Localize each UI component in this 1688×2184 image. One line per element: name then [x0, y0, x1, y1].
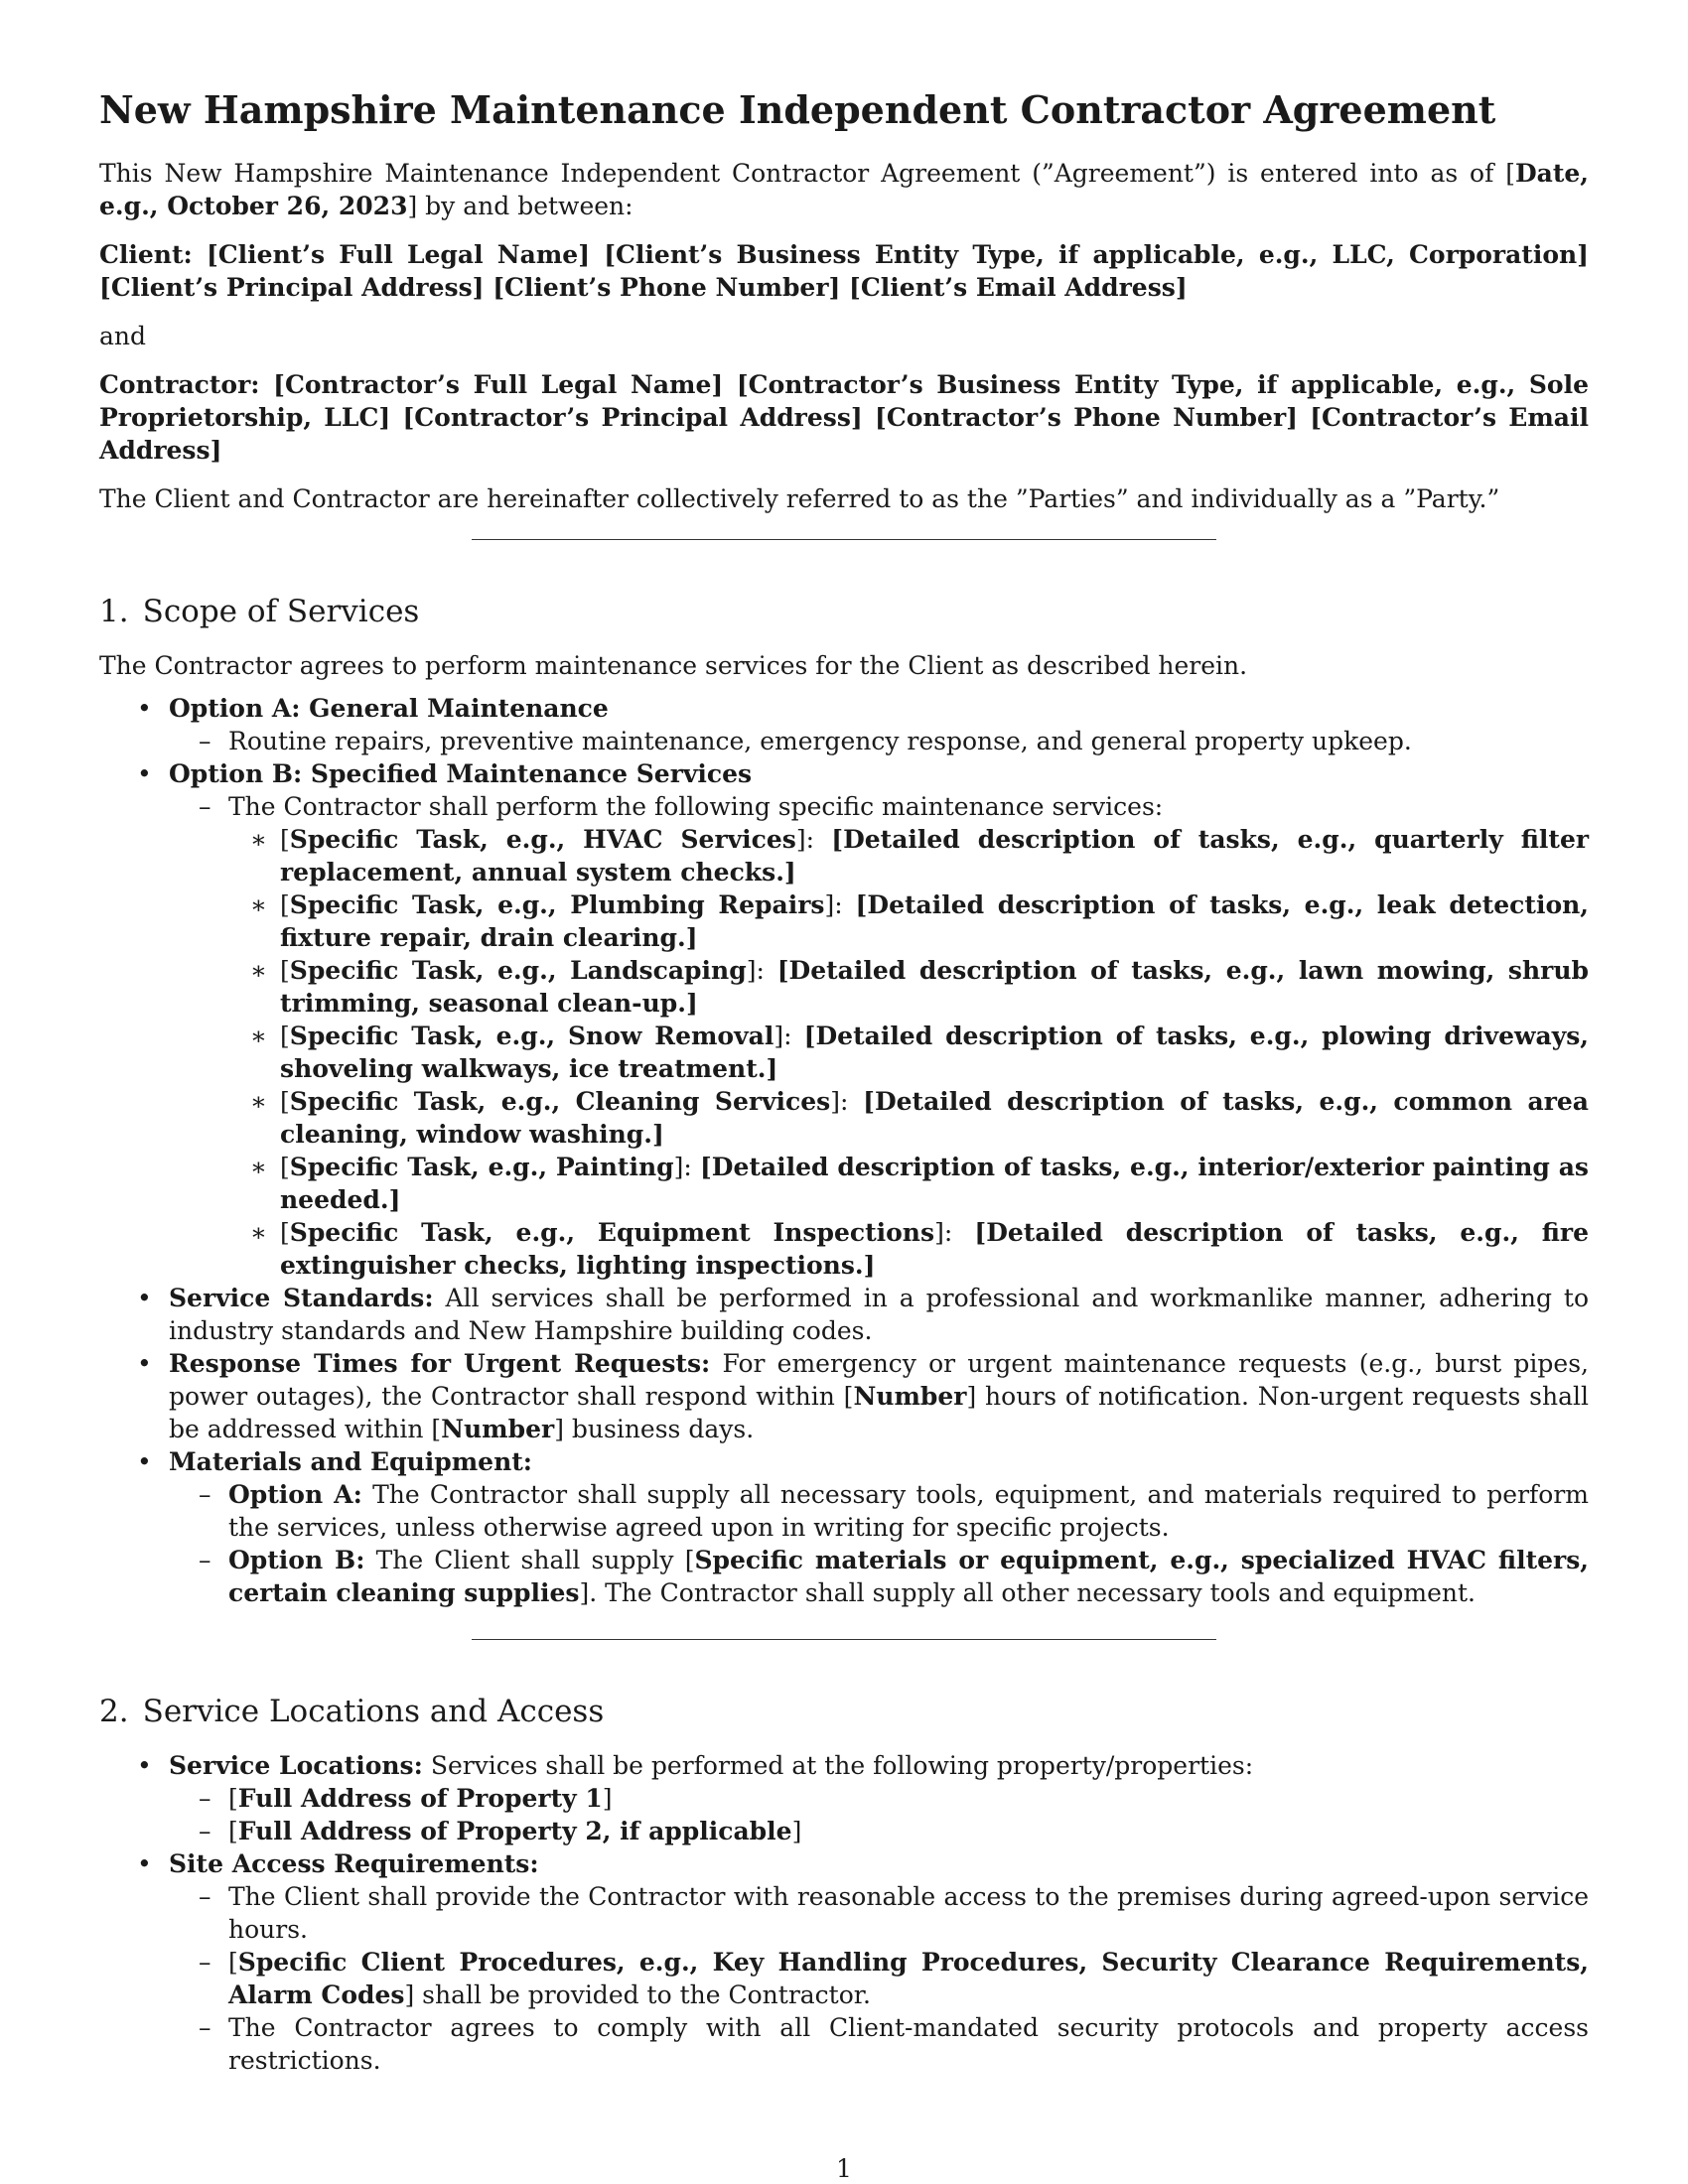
access-item: – [Specific Client Procedures, e.g., Key Handling Procedures, Security Clearance Requirements, Alarm Codes] shall be provided to the Contractor.	[169, 1946, 1589, 2011]
task-name: Specific Task, e.g., Cleaning Services	[289, 1087, 831, 1116]
option-a-label: Option A: General Maintenance	[169, 694, 609, 723]
property-address: Full Address of Property 2, if applicable	[237, 1817, 792, 1845]
list-item	[99, 692, 1589, 757]
task-name: Specific Task, e.g., Snow Removal	[289, 1022, 774, 1050]
site-access-label: Site Access Requirements:	[169, 1849, 539, 1878]
contractor-label: Contractor:	[99, 370, 260, 399]
service-standards-text: All services shall be performed in a professional and workmanlike manner, adhering to industry standards and New Hampshire building codes.	[169, 1284, 1589, 1345]
intro-prefix: This New Hampshire Maintenance Independent Contractor Agreement (”Agreement”) is entered into as of [	[99, 159, 1515, 188]
task-description: Detailed description of tasks, e.g., lawn mowing, shrub trimming, seasonal clean-up.	[280, 956, 1589, 1018]
option-b-detail: The Contractor shall perform the following specific maintenance services:	[228, 792, 1164, 821]
client-label: Client:	[99, 240, 193, 269]
task-item: ∗ [Specific Task, e.g., Snow Removal]: [Detailed description of tasks, e.g., plowing driveways, shoveling walkways, ice treatment.]	[228, 1020, 1589, 1085]
access-item: – The Contractor agrees to comply with all Client-mandated security protocols and property access restrictions.	[169, 2011, 1589, 2077]
task-description: Detailed description of tasks, e.g., leak detection, fixture repair, drain clearing.	[280, 890, 1589, 952]
locations-list	[99, 1749, 1589, 2077]
task-description: Detailed description of tasks, e.g., fire extinguisher checks, lighting inspections.	[280, 1218, 1590, 1280]
page-number: 1	[836, 2154, 852, 2183]
list-item	[169, 1478, 1589, 1544]
response-times-text: For emergency or urgent maintenance requests (e.g., burst pipes, power outages), the Contractor shall respond within [	[169, 1349, 1590, 1411]
service-locations-text: Services shall be performed at the following property/properties:	[430, 1751, 1254, 1780]
list-item	[99, 1445, 1589, 1609]
service-standards-label: Service Standards:	[169, 1284, 434, 1312]
parties-paragraph: The Client and Contractor are hereinafter collectively referred to as the ”Parties” and individually as a ”Party.”	[99, 484, 1500, 513]
option-b-label: Option B: Specified Maintenance Services	[169, 759, 753, 788]
access-procedures-placeholder: Specific Client Procedures, e.g., Key Handling Procedures, Security Clearance Requirements, Alarm Codes	[228, 1948, 1589, 2009]
section-2-number: 2.	[99, 1694, 129, 1729]
section-1-number: 1.	[99, 594, 129, 629]
date-placeholder: Date, e.g., October 26, 2023	[99, 159, 1589, 220]
materials-option-a-text: The Contractor shall supply all necessary tools, equipment, and materials required to perform the services, unless otherwise agreed upon in writing for specific projects.	[228, 1480, 1590, 1542]
list-item	[99, 1282, 1589, 1347]
list-item	[169, 790, 1589, 1282]
document-title: New Hampshire Maintenance Independent Contractor Agreement	[99, 87, 1496, 132]
materials-option-b-text: ]. The Contractor shall supply all other necessary tools and equipment.	[579, 1578, 1476, 1607]
intro-suffix: ] by and between:	[407, 192, 633, 220]
client-details: [Client’s Full Legal Name] [Client’s Business Entity Type, if applicable, e.g., LLC, Corporation] [Client’s Principal Address] [Client’s Phone Number] [Client’s Email Address]	[99, 240, 1589, 302]
task-name: Specific Task, e.g., HVAC Services	[289, 825, 796, 854]
task-item: ∗ [Specific Task, e.g., Painting]: [Detailed description of tasks, e.g., interior/exterior painting as needed.]	[228, 1151, 1589, 1216]
property-address: Full Address of Property 1	[237, 1784, 603, 1813]
access-item-text: ] shall be provided to the Contractor.	[404, 1980, 871, 2009]
materials-option-b-label: Option B:	[228, 1546, 365, 1574]
access-item: – The Client shall provide the Contractor with reasonable access to the premises during agreed-upon service hours.	[169, 1880, 1589, 1946]
option-a-detail: – Routine repairs, preventive maintenance, emergency response, and general property upkeep.	[169, 725, 1589, 757]
list-item	[99, 1347, 1589, 1445]
section-1-heading	[99, 592, 1589, 631]
section-1-title: Scope of Services	[142, 594, 420, 629]
task-description: Detailed description of tasks, e.g., common area cleaning, window washing.	[280, 1087, 1589, 1149]
materials-placeholder: Specific materials or equipment, e.g., specialized HVAC filters, certain cleaning supplies	[228, 1546, 1589, 1607]
task-item: ∗ [Specific Task, e.g., Cleaning Services]: [Detailed description of tasks, e.g., common area cleaning, window washing.]	[228, 1085, 1589, 1151]
task-item: ∗ [Specific Task, e.g., HVAC Services]: [Detailed description of tasks, e.g., quarterly filter replacement, annual system checks.]	[228, 823, 1589, 888]
section-2-title: Service Locations and Access	[142, 1694, 605, 1729]
contractor-block	[99, 368, 1589, 467]
section-divider	[472, 1639, 1216, 1640]
task-item: ∗ [Specific Task, e.g., Landscaping]: [Detailed description of tasks, e.g., lawn mowing, shrub trimming, seasonal clean-up.]	[228, 954, 1589, 1020]
section-1-intro: The Contractor agrees to perform maintenance services for the Client as described herein.	[99, 651, 1248, 680]
task-list	[228, 823, 1589, 1282]
response-days-placeholder: Number	[441, 1415, 555, 1443]
task-name: Specific Task, e.g., Painting	[289, 1153, 674, 1181]
response-times-label: Response Times for Urgent Requests:	[169, 1349, 711, 1378]
intro-paragraph	[99, 157, 1589, 222]
document-page	[99, 87, 1589, 2077]
task-name: Specific Task, e.g., Landscaping	[289, 956, 747, 985]
property-item: – [Full Address of Property 2, if applicable]	[169, 1815, 1589, 1847]
task-description: Detailed description of tasks, e.g., interior/exterior painting as needed.	[280, 1153, 1590, 1214]
materials-option-a-label: Option A:	[228, 1480, 362, 1509]
task-item: ∗ [Specific Task, e.g., Equipment Inspections]: [Detailed description of tasks, e.g., fire extinguisher checks, lighting inspections.]	[228, 1216, 1589, 1282]
materials-option-b-text: The Client shall supply [	[375, 1546, 695, 1574]
list-item	[99, 1749, 1589, 1847]
response-hours-placeholder: Number	[853, 1382, 967, 1411]
section-2-heading	[99, 1692, 1589, 1731]
response-times-text: ] hours of notification. Non-urgent requests shall be addressed within [	[169, 1382, 1590, 1443]
section-divider	[472, 539, 1216, 540]
task-description: Detailed description of tasks, e.g., plowing driveways, shoveling walkways, ice treatment.	[280, 1022, 1590, 1083]
list-item	[99, 1847, 1589, 2077]
client-block	[99, 238, 1589, 304]
task-item: ∗ [Specific Task, e.g., Plumbing Repairs]: [Detailed description of tasks, e.g., leak detection, fixture repair, drain clearing.]	[228, 888, 1589, 954]
task-name: Specific Task, e.g., Equipment Inspections	[289, 1218, 935, 1247]
list-item	[169, 1544, 1589, 1609]
response-times-text: ] business days.	[554, 1415, 755, 1443]
scope-list	[99, 692, 1589, 1609]
contractor-details: [Contractor’s Full Legal Name] [Contractor’s Business Entity Type, if applicable, e.g., Sole Proprietorship, LLC] [Contractor’s Principal Address] [Contractor’s Phone Number] [Contractor’s Email Address]	[99, 370, 1589, 465]
and-text: and	[99, 322, 147, 350]
service-locations-label: Service Locations:	[169, 1751, 423, 1780]
property-item: – [Full Address of Property 1]	[169, 1782, 1589, 1815]
task-description: Detailed description of tasks, e.g., quarterly filter replacement, annual system checks.	[280, 825, 1590, 887]
materials-label: Materials and Equipment:	[169, 1447, 533, 1476]
list-item	[99, 757, 1589, 1282]
task-name: Specific Task, e.g., Plumbing Repairs	[289, 890, 825, 919]
